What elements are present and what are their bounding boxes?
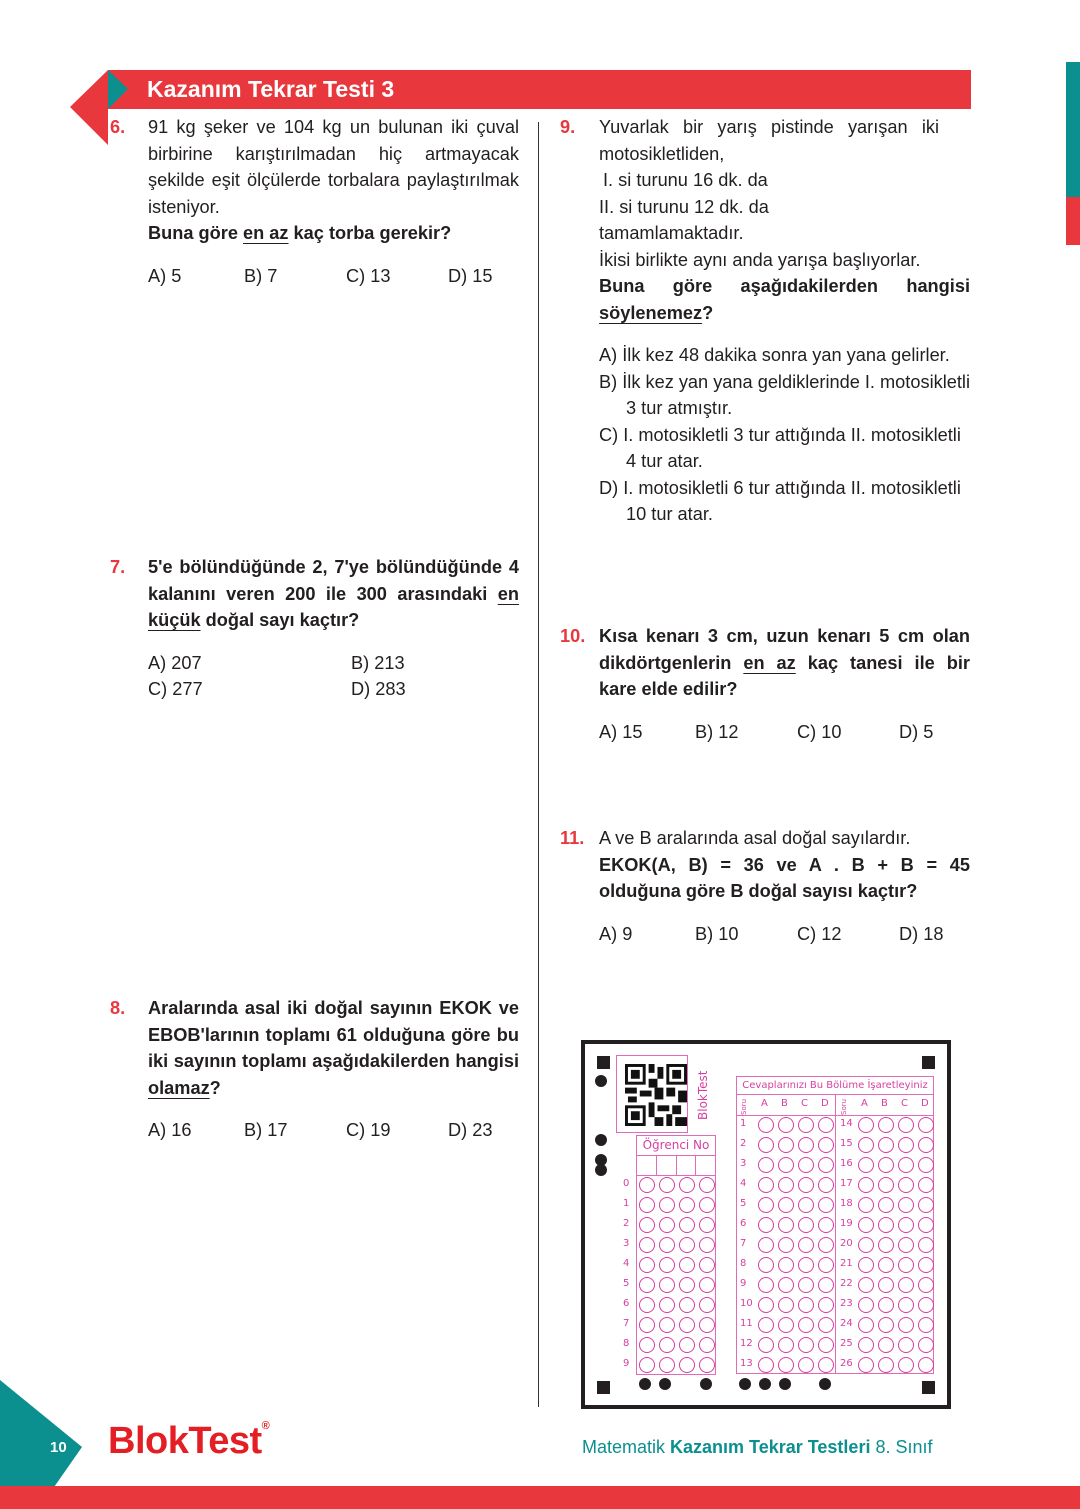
answer-bubble[interactable] [878, 1237, 894, 1253]
answer-bubble[interactable] [798, 1137, 814, 1153]
student-no-bubble[interactable] [659, 1177, 675, 1193]
answer-bubble[interactable] [798, 1317, 814, 1333]
choice-header: C [901, 1098, 908, 1109]
question-row-label: 15 [840, 1138, 853, 1149]
student-no-bubble[interactable] [699, 1277, 715, 1293]
answer-bubble[interactable] [878, 1217, 894, 1233]
answer-bubble[interactable] [918, 1277, 934, 1293]
answer-bubble[interactable] [758, 1197, 774, 1213]
digit-label: 8 [623, 1338, 630, 1349]
answer-bubble[interactable] [818, 1117, 834, 1133]
option-a[interactable]: A) İlk kez 48 dakika sonra yan yana gelirler. [599, 345, 950, 365]
option-d[interactable]: D) 5 [899, 721, 934, 742]
student-no-bubble[interactable] [699, 1257, 715, 1273]
answer-bubble[interactable] [878, 1357, 894, 1373]
student-no-bubble[interactable] [679, 1337, 695, 1353]
timing-dot [779, 1378, 791, 1390]
digit-label: 6 [623, 1298, 630, 1309]
student-no-bubble[interactable] [659, 1237, 675, 1253]
answer-bubble[interactable] [778, 1317, 794, 1333]
answer-bubble[interactable] [818, 1337, 834, 1353]
student-no-bubble[interactable] [659, 1277, 675, 1293]
question-row-label: 3 [740, 1158, 747, 1169]
question-text: I. si turunu 16 dk. da [603, 170, 768, 190]
answer-bubble[interactable] [798, 1277, 814, 1293]
digit-label: 0 [623, 1178, 630, 1189]
answer-bubble[interactable] [858, 1317, 874, 1333]
answer-bubble[interactable] [898, 1297, 914, 1313]
answer-bubble[interactable] [918, 1217, 934, 1233]
answer-bubble[interactable] [818, 1357, 834, 1373]
footer-title: Matematik Kazanım Tekrar Testleri 8. Sınıf [582, 1437, 933, 1457]
question-row-label: 8 [740, 1258, 747, 1269]
timing-square [597, 1056, 610, 1069]
student-no-bubble[interactable] [659, 1217, 675, 1233]
question-number: 11. [560, 828, 585, 848]
answer-bubble[interactable] [798, 1357, 814, 1373]
option-b[interactable]: B) 7 [244, 265, 278, 286]
option-c[interactable]: C) 277 [148, 679, 203, 699]
option-a[interactable]: A) 207 [148, 652, 202, 673]
answer-bubble[interactable] [758, 1157, 774, 1173]
answer-bubble[interactable] [758, 1177, 774, 1193]
answer-bubble[interactable] [858, 1177, 874, 1193]
answer-sheet [581, 1040, 951, 1409]
answer-bubble[interactable] [878, 1317, 894, 1333]
page-number-arrow-icon [0, 1380, 90, 1490]
student-no-bubble[interactable] [679, 1197, 695, 1213]
digit-label: 1 [623, 1198, 630, 1209]
answer-bubble[interactable] [858, 1277, 874, 1293]
choice-header: D [921, 1098, 929, 1109]
answer-bubble[interactable] [798, 1257, 814, 1273]
choice-header: A [761, 1098, 768, 1109]
digit-label: 4 [623, 1258, 630, 1269]
question-text: II. si turunu 12 dk. da [599, 196, 769, 217]
student-no-bubble[interactable] [699, 1317, 715, 1333]
answer-bubble[interactable] [898, 1117, 914, 1133]
answer-bubble[interactable] [858, 1297, 874, 1313]
question-row-label: 5 [740, 1198, 747, 1209]
timing-dot [659, 1378, 671, 1390]
answer-bubble[interactable] [878, 1157, 894, 1173]
answer-bubble[interactable] [798, 1337, 814, 1353]
student-no-bubble[interactable] [699, 1197, 715, 1213]
question-row-label: 22 [840, 1278, 853, 1289]
answer-bubble[interactable] [918, 1337, 934, 1353]
answer-bubble[interactable] [878, 1137, 894, 1153]
student-no-bubble[interactable] [679, 1217, 695, 1233]
answer-bubble[interactable] [898, 1357, 914, 1373]
student-no-bubble[interactable] [659, 1337, 675, 1353]
question-row-label: 9 [740, 1278, 747, 1289]
question-row-label: 12 [740, 1338, 753, 1349]
student-no-bubble[interactable] [679, 1277, 695, 1293]
option-d[interactable]: D) 23 [448, 1120, 493, 1140]
option-c[interactable]: C) 13 [346, 265, 391, 286]
option-b[interactable]: B) 10 [695, 923, 739, 944]
answer-bubble[interactable] [778, 1137, 794, 1153]
page-number: 10 [50, 1439, 67, 1456]
option-b[interactable]: B) İlk kez yan yana geldiklerinde I. motosikletli 3 tur atmıştır. [599, 371, 970, 418]
student-no-bubble[interactable] [699, 1177, 715, 1193]
answer-bubble[interactable] [758, 1297, 774, 1313]
question-row-label: 21 [840, 1258, 853, 1269]
answer-bubble[interactable] [918, 1357, 934, 1373]
answer-bubble[interactable] [758, 1317, 774, 1333]
question-number: 10. [560, 626, 586, 646]
question-text: Yuvarlak bir yarış pistinde yarışan iki motosikletliden, [599, 117, 939, 164]
answer-bubble[interactable] [898, 1337, 914, 1353]
answer-bubble[interactable] [798, 1117, 814, 1133]
question-text: 91 kg şeker ve 104 kg un bulunan iki çuval birbirine karıştırılmadan hiç artmayacak şekilde eşit ölçülerde torbalara paylaştırılmak isteniyor. [148, 117, 519, 217]
answer-bubble[interactable] [878, 1257, 894, 1273]
brand-logo: BlokTest® [108, 1420, 270, 1462]
question-row-label: 7 [740, 1238, 747, 1249]
question-number: 9. [560, 117, 576, 137]
answer-bubble[interactable] [778, 1277, 794, 1293]
student-no-bubble[interactable] [699, 1217, 715, 1233]
answer-bubble[interactable] [758, 1217, 774, 1233]
timing-square [922, 1381, 935, 1394]
choice-header: B [781, 1098, 788, 1109]
answer-bubble[interactable] [898, 1157, 914, 1173]
student-no-bubble[interactable] [639, 1217, 655, 1233]
answer-bubble[interactable] [918, 1197, 934, 1213]
answer-bubble[interactable] [798, 1177, 814, 1193]
answer-bubble[interactable] [918, 1137, 934, 1153]
answer-bubble[interactable] [818, 1217, 834, 1233]
option-b[interactable]: B) 213 [351, 652, 405, 673]
student-no-bubble[interactable] [679, 1357, 695, 1373]
answer-bubble[interactable] [918, 1237, 934, 1253]
answer-bubble[interactable] [858, 1157, 874, 1173]
answer-bubble[interactable] [778, 1237, 794, 1253]
question-row-label: 24 [840, 1318, 853, 1329]
answer-bubble[interactable] [818, 1197, 834, 1213]
question-row-label: 17 [840, 1178, 853, 1189]
answer-bubble[interactable] [858, 1337, 874, 1353]
answers-title: Cevaplarınızı Bu Bölüme İşaretleyiniz [737, 1077, 933, 1095]
answer-bubble[interactable] [878, 1197, 894, 1213]
answer-bubble[interactable] [818, 1177, 834, 1193]
answer-bubble[interactable] [778, 1257, 794, 1273]
answer-bubble[interactable] [878, 1337, 894, 1353]
answer-bubble[interactable] [918, 1157, 934, 1173]
question-row-label: 23 [840, 1298, 853, 1309]
student-no-bubble[interactable] [639, 1237, 655, 1253]
digit-label: 9 [623, 1358, 630, 1369]
student-no-bubble[interactable] [639, 1257, 655, 1273]
answer-bubble[interactable] [818, 1317, 834, 1333]
digit-label: 2 [623, 1218, 630, 1229]
answer-bubble[interactable] [758, 1137, 774, 1153]
question-number: 6. [110, 117, 126, 137]
answer-bubble[interactable] [758, 1277, 774, 1293]
option-b[interactable]: B) 12 [695, 721, 739, 742]
question-text: İkisi birlikte aynı anda yarışa başlıyorlar. [599, 249, 921, 270]
timing-dot [595, 1134, 607, 1146]
answer-bubble[interactable] [758, 1357, 774, 1373]
question-prompt: Buna göre en az kaç torba gerekir? [148, 223, 452, 243]
student-no-bubble[interactable] [679, 1317, 695, 1333]
answer-bubble[interactable] [898, 1237, 914, 1253]
digit-label: 3 [623, 1238, 630, 1249]
student-no-bubble[interactable] [639, 1177, 655, 1193]
answer-bubble[interactable] [918, 1177, 934, 1193]
question-row-label: 26 [840, 1358, 853, 1369]
student-no-bubble[interactable] [699, 1297, 715, 1313]
answer-bubble[interactable] [818, 1237, 834, 1253]
question-number: 7. [110, 557, 126, 577]
option-a[interactable]: A) 15 [599, 721, 643, 742]
answer-bubble[interactable] [758, 1117, 774, 1133]
question-text: tamamlamaktadır. [599, 223, 744, 243]
timing-square [922, 1056, 935, 1069]
answer-bubble[interactable] [858, 1137, 874, 1153]
choice-header: D [821, 1098, 829, 1109]
answer-bubble[interactable] [898, 1177, 914, 1193]
answer-bubble[interactable] [778, 1337, 794, 1353]
option-d[interactable]: D) 15 [448, 265, 493, 286]
student-no-label: Öğrenci No [637, 1136, 715, 1156]
option-c[interactable]: C) I. motosikletli 3 tur attığında II. motosikletli 4 tur atar. [599, 424, 961, 471]
student-no-bubble[interactable] [679, 1257, 695, 1273]
student-no-bubble[interactable] [699, 1337, 715, 1353]
answer-bubble[interactable] [818, 1137, 834, 1153]
question-row-label: 14 [840, 1118, 853, 1129]
answer-bubble[interactable] [818, 1257, 834, 1273]
answer-bubble[interactable] [778, 1117, 794, 1133]
answer-bubble[interactable] [778, 1157, 794, 1173]
answer-bubble[interactable] [918, 1257, 934, 1273]
student-no-bubble[interactable] [659, 1357, 675, 1373]
student-no-bubble[interactable] [639, 1317, 655, 1333]
student-no-bubble[interactable] [679, 1297, 695, 1313]
answer-bubble[interactable] [798, 1157, 814, 1173]
question-row-label: 25 [840, 1338, 853, 1349]
option-d[interactable]: D) 283 [351, 679, 406, 699]
answer-bubble[interactable] [918, 1297, 934, 1313]
question-row-label: 1 [740, 1118, 747, 1129]
question-row-label: 6 [740, 1218, 747, 1229]
answer-bubble[interactable] [858, 1257, 874, 1273]
answer-bubble[interactable] [918, 1117, 934, 1133]
soru-label: Soru [840, 1098, 848, 1115]
student-no-bubble[interactable] [699, 1237, 715, 1253]
timing-dot [759, 1378, 771, 1390]
answer-bubble[interactable] [898, 1317, 914, 1333]
option-d[interactable]: D) 18 [899, 923, 944, 944]
qr-box [616, 1055, 688, 1133]
choice-header: A [861, 1098, 868, 1109]
digit-label: 7 [623, 1318, 630, 1329]
answer-bubble[interactable] [758, 1237, 774, 1253]
option-b[interactable]: B) 17 [244, 1120, 288, 1140]
student-no-bubble[interactable] [679, 1237, 695, 1253]
question-row-label: 19 [840, 1218, 853, 1229]
answer-bubble[interactable] [898, 1277, 914, 1293]
answer-bubble[interactable] [798, 1237, 814, 1253]
answer-bubble[interactable] [918, 1317, 934, 1333]
student-no-bubble[interactable] [659, 1257, 675, 1273]
option-c[interactable]: C) 12 [797, 923, 842, 944]
question-row-label: 2 [740, 1138, 747, 1149]
question-row-label: 18 [840, 1198, 853, 1209]
student-no-bubble[interactable] [639, 1297, 655, 1313]
timing-square [597, 1381, 610, 1394]
answer-bubble[interactable] [758, 1337, 774, 1353]
question-number: 8. [110, 998, 126, 1018]
answer-bubble[interactable] [818, 1277, 834, 1293]
question-text: A ve B aralarında asal doğal sayılardır. [599, 828, 911, 848]
option-a[interactable]: A) 9 [599, 923, 633, 944]
answer-bubble[interactable] [858, 1117, 874, 1133]
footer-band [0, 1486, 1080, 1509]
answer-bubble[interactable] [858, 1217, 874, 1233]
answer-bubble[interactable] [898, 1137, 914, 1153]
answer-bubble[interactable] [798, 1297, 814, 1313]
student-no-bubble[interactable] [659, 1297, 675, 1313]
student-no-bubble[interactable] [679, 1177, 695, 1193]
answer-bubble[interactable] [778, 1297, 794, 1313]
student-no-bubble[interactable] [639, 1277, 655, 1293]
answer-bubble[interactable] [778, 1197, 794, 1213]
timing-dot [595, 1164, 607, 1176]
soru-label: Soru [740, 1098, 748, 1115]
question-prompt: Buna göre aşağıdakilerden hangisi söylenemez? [599, 276, 970, 323]
option-c[interactable]: C) 10 [797, 721, 842, 742]
answer-bubble[interactable] [778, 1217, 794, 1233]
timing-dot [819, 1378, 831, 1390]
student-no-bubble[interactable] [639, 1197, 655, 1213]
question-row-label: 13 [740, 1358, 753, 1369]
digit-label: 5 [623, 1278, 630, 1289]
option-a[interactable]: A) 16 [148, 1120, 192, 1140]
answer-bubble[interactable] [878, 1117, 894, 1133]
answer-bubble[interactable] [898, 1197, 914, 1213]
answer-bubble[interactable] [798, 1217, 814, 1233]
question-text: Aralarında asal iki doğal sayının EKOK ve EBOB'larının toplamı 61 olduğuna göre bu iki sayının toplamı aşağıdakilerden hangisi olamaz? [148, 998, 519, 1098]
answer-bubble[interactable] [858, 1357, 874, 1373]
answer-bubble[interactable] [858, 1237, 874, 1253]
question-row-label: 4 [740, 1178, 747, 1189]
answer-bubble[interactable] [878, 1277, 894, 1293]
question-text: 5'e bölündüğünde 2, 7'ye bölündüğünde 4 kalanını veren 200 ile 300 arasındaki en küçük doğal sayı kaçtır? [148, 557, 519, 630]
answer-bubble[interactable] [758, 1257, 774, 1273]
question-text: Kısa kenarı 3 cm, uzun kenarı 5 cm olan dikdörtgenlerin en az kaç tanesi ile bir kare elde edilir? [599, 626, 970, 699]
timing-dot [739, 1378, 751, 1390]
question-row-label: 20 [840, 1238, 853, 1249]
student-no-bubble[interactable] [659, 1197, 675, 1213]
timing-dot [700, 1378, 712, 1390]
answer-bubble[interactable] [898, 1257, 914, 1273]
option-c[interactable]: C) 19 [346, 1120, 391, 1140]
qr-code-icon [625, 1064, 687, 1126]
answer-bubble[interactable] [878, 1297, 894, 1313]
student-no-bubble[interactable] [659, 1317, 675, 1333]
answer-bubble[interactable] [818, 1297, 834, 1313]
page-title: Kazanım Tekrar Testi 3 [147, 76, 395, 102]
question-row-label: 16 [840, 1158, 853, 1169]
question-row-label: 11 [740, 1318, 753, 1329]
option-a[interactable]: A) 5 [148, 265, 182, 286]
answer-bubble[interactable] [878, 1177, 894, 1193]
answer-bubble[interactable] [818, 1157, 834, 1173]
answer-bubble[interactable] [778, 1177, 794, 1193]
timing-dot [595, 1075, 607, 1087]
student-no-bubble[interactable] [639, 1357, 655, 1373]
answer-bubble[interactable] [858, 1197, 874, 1213]
question-row-label: 10 [740, 1298, 753, 1309]
answer-bubble[interactable] [798, 1197, 814, 1213]
student-no-bubble[interactable] [639, 1337, 655, 1353]
student-no-bubble[interactable] [699, 1357, 715, 1373]
option-d[interactable]: D) I. motosikletli 6 tur attığında II. motosikletli 10 tur atar. [599, 477, 961, 524]
choice-header: B [881, 1098, 888, 1109]
sheet-brand: BlokTest [696, 1070, 710, 1120]
answer-bubble[interactable] [778, 1357, 794, 1373]
question-prompt: EKOK(A, B) = 36 ve A . B + B = 45 olduğuna göre B doğal sayısı kaçtır? [599, 854, 970, 901]
choice-header: C [801, 1098, 808, 1109]
timing-dot [639, 1378, 651, 1390]
answer-bubble[interactable] [898, 1217, 914, 1233]
